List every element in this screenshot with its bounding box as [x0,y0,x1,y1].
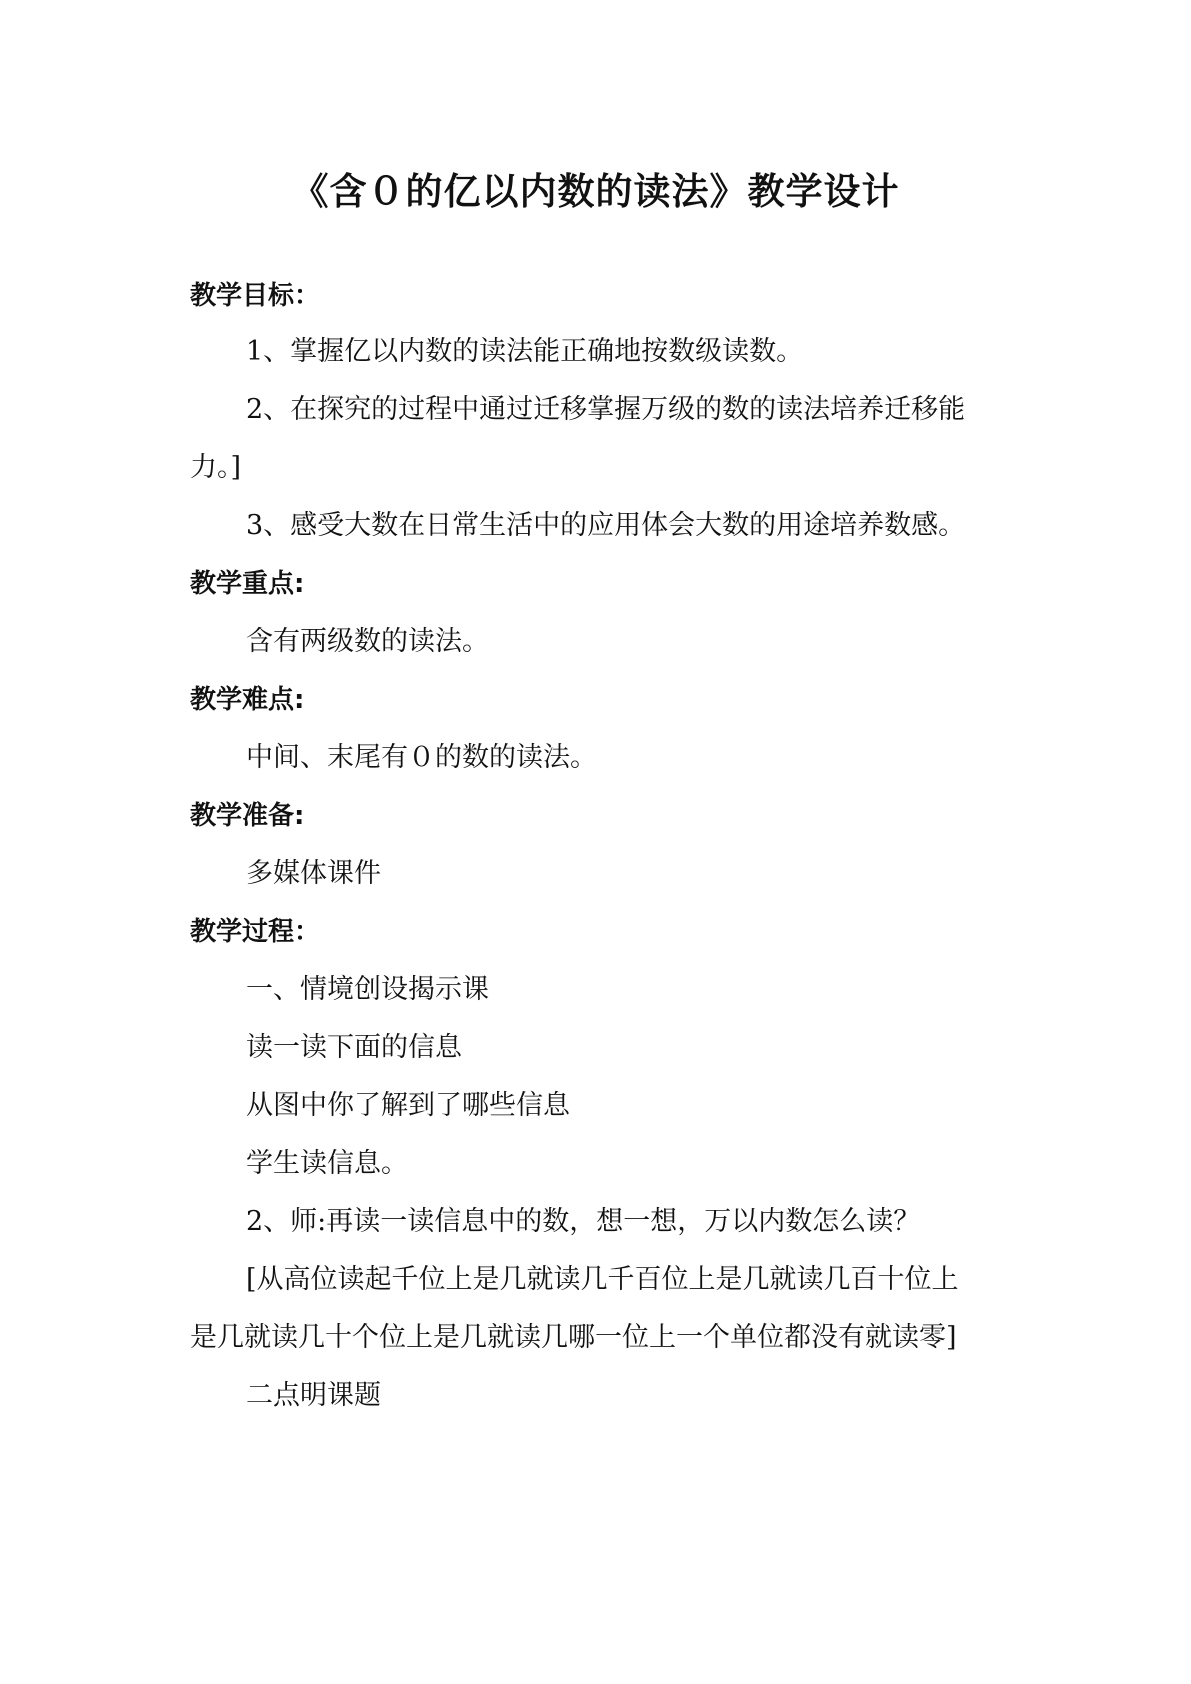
objective-item-1: 1、掌握亿以内数的读法能正确地按数级读数。 [246,336,804,367]
difficulty-heading: 教学难点: [190,685,305,715]
process-line-8: 二点明课题 [246,1380,381,1411]
document-title: 《含０的亿以内数的读法》教学设计 [291,170,900,213]
objective-item-2: 2、在探究的过程中通过迁移掌握万级的数的读法培养迁移能 [246,394,966,425]
objective-item-2-continued: 力。] [190,452,242,483]
objective-item-3: 3、感受大数在日常生活中的应用体会大数的用途培养数感。 [246,510,966,541]
preparation-text: 多媒体课件 [246,858,381,889]
preparation-heading: 教学准备: [190,801,305,831]
process-line-6: [从高位读起千位上是几就读几千百位上是几就读几百十位上 [246,1264,959,1295]
process-line-7: 是几就读几十个位上是几就读几哪一位上一个单位都没有就读零] [190,1322,957,1353]
key-point-heading: 教学重点: [190,569,305,599]
key-point-text: 含有两级数的读法。 [246,626,489,657]
difficulty-text: 中间、末尾有０的数的读法。 [246,742,597,773]
process-line-4: 学生读信息。 [246,1148,408,1179]
process-line-1: 一、情境创设揭示课 [246,974,489,1005]
process-line-5: 2、师:再读一读信息中的数，想一想，万以内数怎么读？ [246,1206,921,1237]
process-line-2: 读一读下面的信息 [246,1032,462,1063]
process-line-3: 从图中你了解到了哪些信息 [246,1090,570,1121]
process-heading: 教学过程： [190,917,321,947]
objectives-heading: 教学目标： [190,281,321,311]
